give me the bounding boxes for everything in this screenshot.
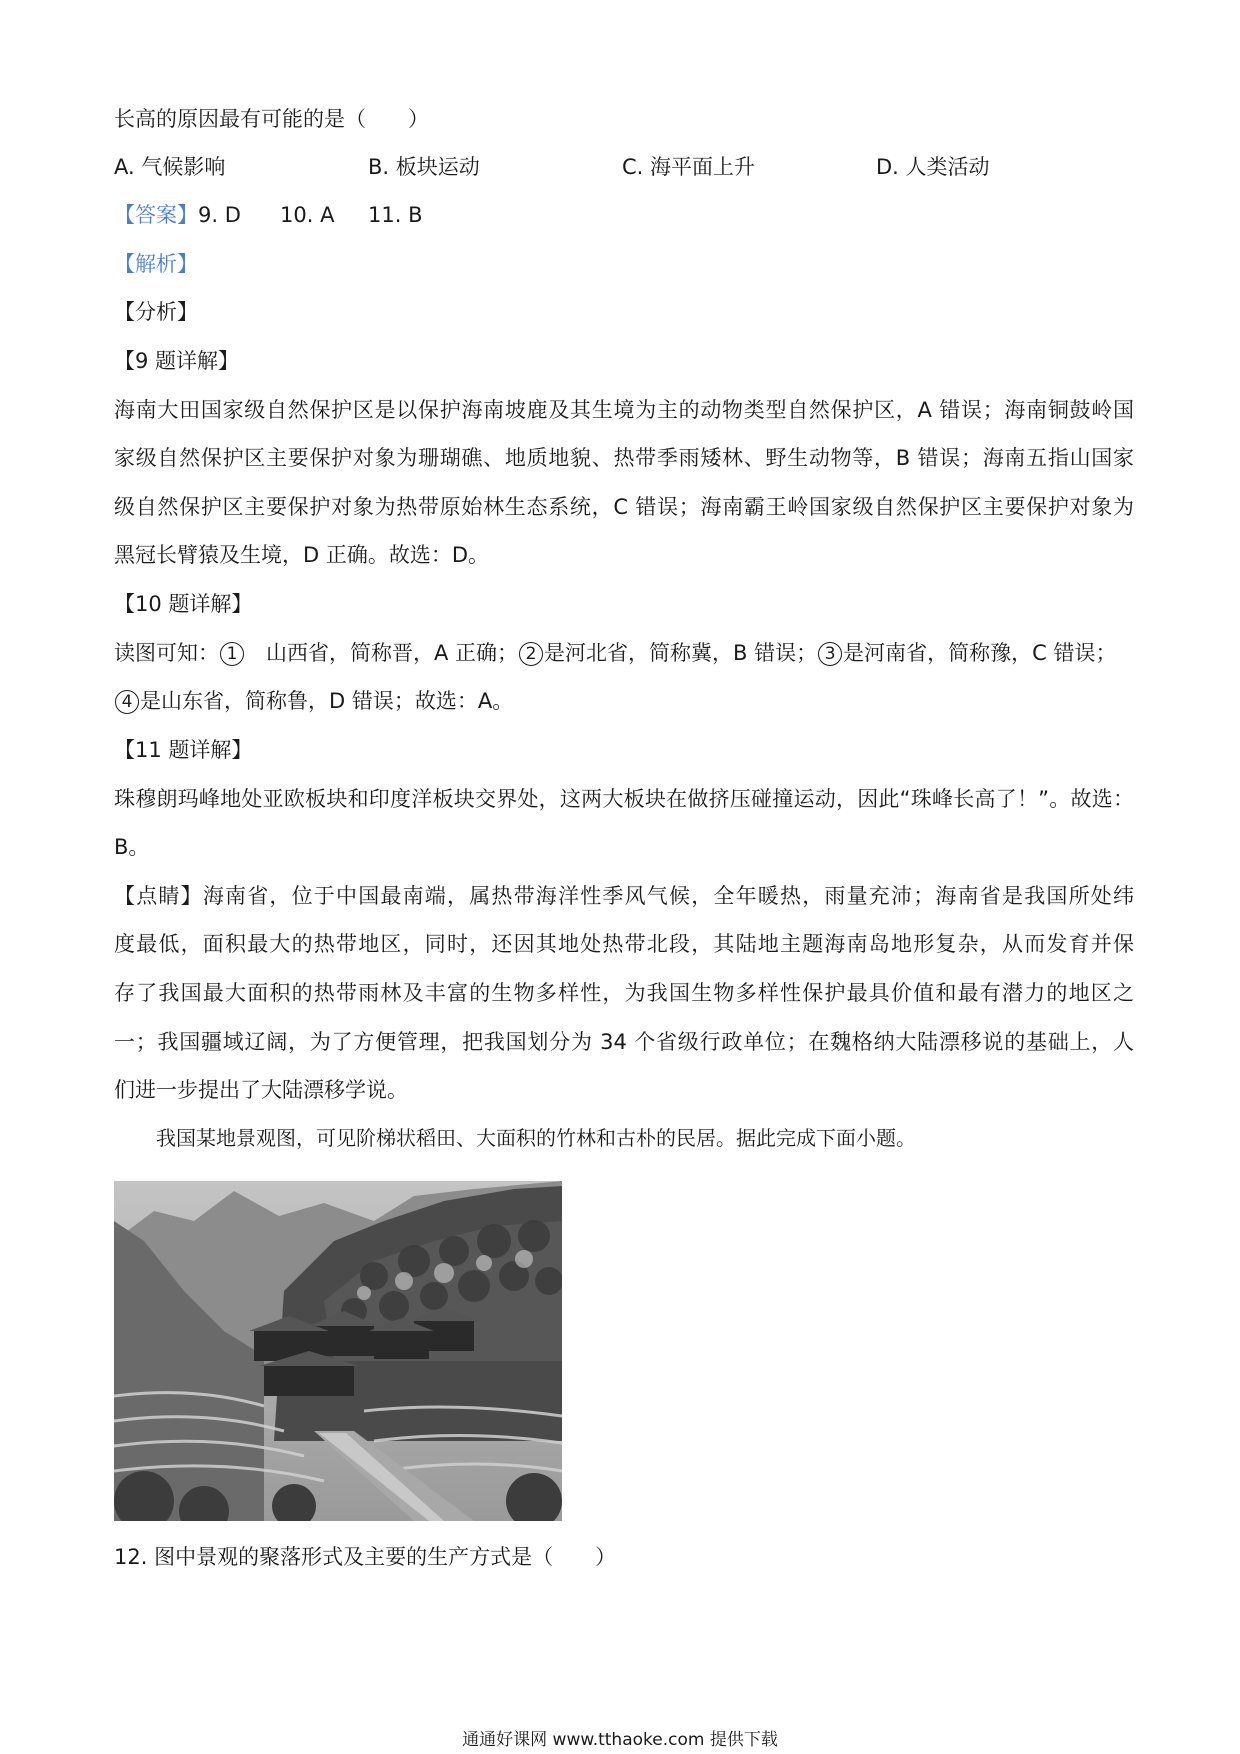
q9-heading: 【9 题详解】 <box>114 349 240 373</box>
answer-11: 11. B <box>368 203 423 227</box>
dianjing-line-4: 一；我国疆域辽阔，为了方便管理，把我国划分为 34 个省级行政单位；在魏格纳大陆漂移说的基础上，人 <box>114 1030 1134 1054</box>
q11-heading: 【11 题详解】 <box>114 738 253 762</box>
question-12-stem: 12. 图中景观的聚落形式及主要的生产方式是（ ） <box>114 1545 617 1569</box>
dianjing-line-2: 度最低，面积最大的热带地区，同时，还因其地处热带北段，其陆地主题海南岛地形复杂，从而发育并保 <box>114 932 1134 956</box>
question-11-stem-end: 长高的原因最有可能的是（ ） <box>114 107 429 131</box>
q9-paragraph-line-2: 家级自然保护区主要保护对象为珊瑚礁、地质地貌、热带季雨矮林、野生动物等，B 错误；海南五指山国家 <box>114 446 1134 470</box>
answer-row <box>114 200 1134 230</box>
dianjing-line-3: 存了我国最大面积的热带雨林及丰富的生物多样性，为我国生物多样性保护最具价值和最有潜力的地区之 <box>114 981 1134 1005</box>
q11-paragraph-line-1: 珠穆朗玛峰地处亚欧板块和印度洋板块交界处，这两大板块在做挤压碰撞运动，因此“珠峰长高了！”。故选： <box>114 787 1134 811</box>
dianjing-line-5: 们进一步提出了大陆漂移学说。 <box>114 1078 408 1102</box>
landscape-photo <box>114 1181 562 1521</box>
answer-tag: 【答案】 <box>114 203 198 227</box>
scenery-intro: 我国某地景观图，可见阶梯状稻田、大面积的竹林和古朴的民居。据此完成下面小题。 <box>156 1126 916 1150</box>
circled-number-3: 3 <box>818 642 842 666</box>
q10-heading: 【10 题详解】 <box>114 592 253 616</box>
answer-9: 9. D <box>198 203 241 227</box>
option-b: B. 板块运动 <box>368 155 480 179</box>
q9-paragraph-line-1: 海南大田国家级自然保护区是以保护海南坡鹿及其生境为主的动物类型自然保护区，A 错误；海南铜鼓岭国 <box>114 398 1134 422</box>
q9-paragraph-line-3: 级自然保护区主要保护对象为热带原始林生态系统，C 错误；海南霸王岭国家级自然保护区主要保护对象为 <box>114 495 1134 519</box>
fenxi-heading: 【分析】 <box>114 300 198 324</box>
circled-number-4: 4 <box>115 690 139 714</box>
q10-paragraph-line-2: 4 是山东省，简称鲁，D 错误；故选：A。 <box>114 686 1134 716</box>
page-footer: 通通好课网 www.tthaoke.com 提供下载 <box>462 1730 778 1750</box>
q11-paragraph-line-2: B。 <box>114 835 150 859</box>
option-c: C. 海平面上升 <box>622 155 756 179</box>
q9-paragraph-line-4: 黑冠长臂猿及生境，D 正确。故选：D。 <box>114 543 490 567</box>
circled-number-1: 1 <box>220 642 244 666</box>
circled-number-2: 2 <box>519 642 543 666</box>
q10-paragraph-line-1: 读图可知： 1 山西省，简称晋，A 正确； 2 是河北省，简称冀，B 错误； 3 是河南省，简称豫，C 错误； <box>114 641 1117 665</box>
option-a: A. 气候影响 <box>114 155 226 179</box>
option-d: D. 人类活动 <box>876 155 990 179</box>
answer-10: 10. A <box>280 203 335 227</box>
dianjing-tag: 【点睛】 <box>114 884 203 908</box>
analysis-tag: 【解析】 <box>114 252 198 276</box>
dianjing-line-1: 【点睛】海南省，位于中国最南端，属热带海洋性季风气候，全年暖热，雨量充沛；海南省是我国所处纬 <box>114 884 1135 908</box>
